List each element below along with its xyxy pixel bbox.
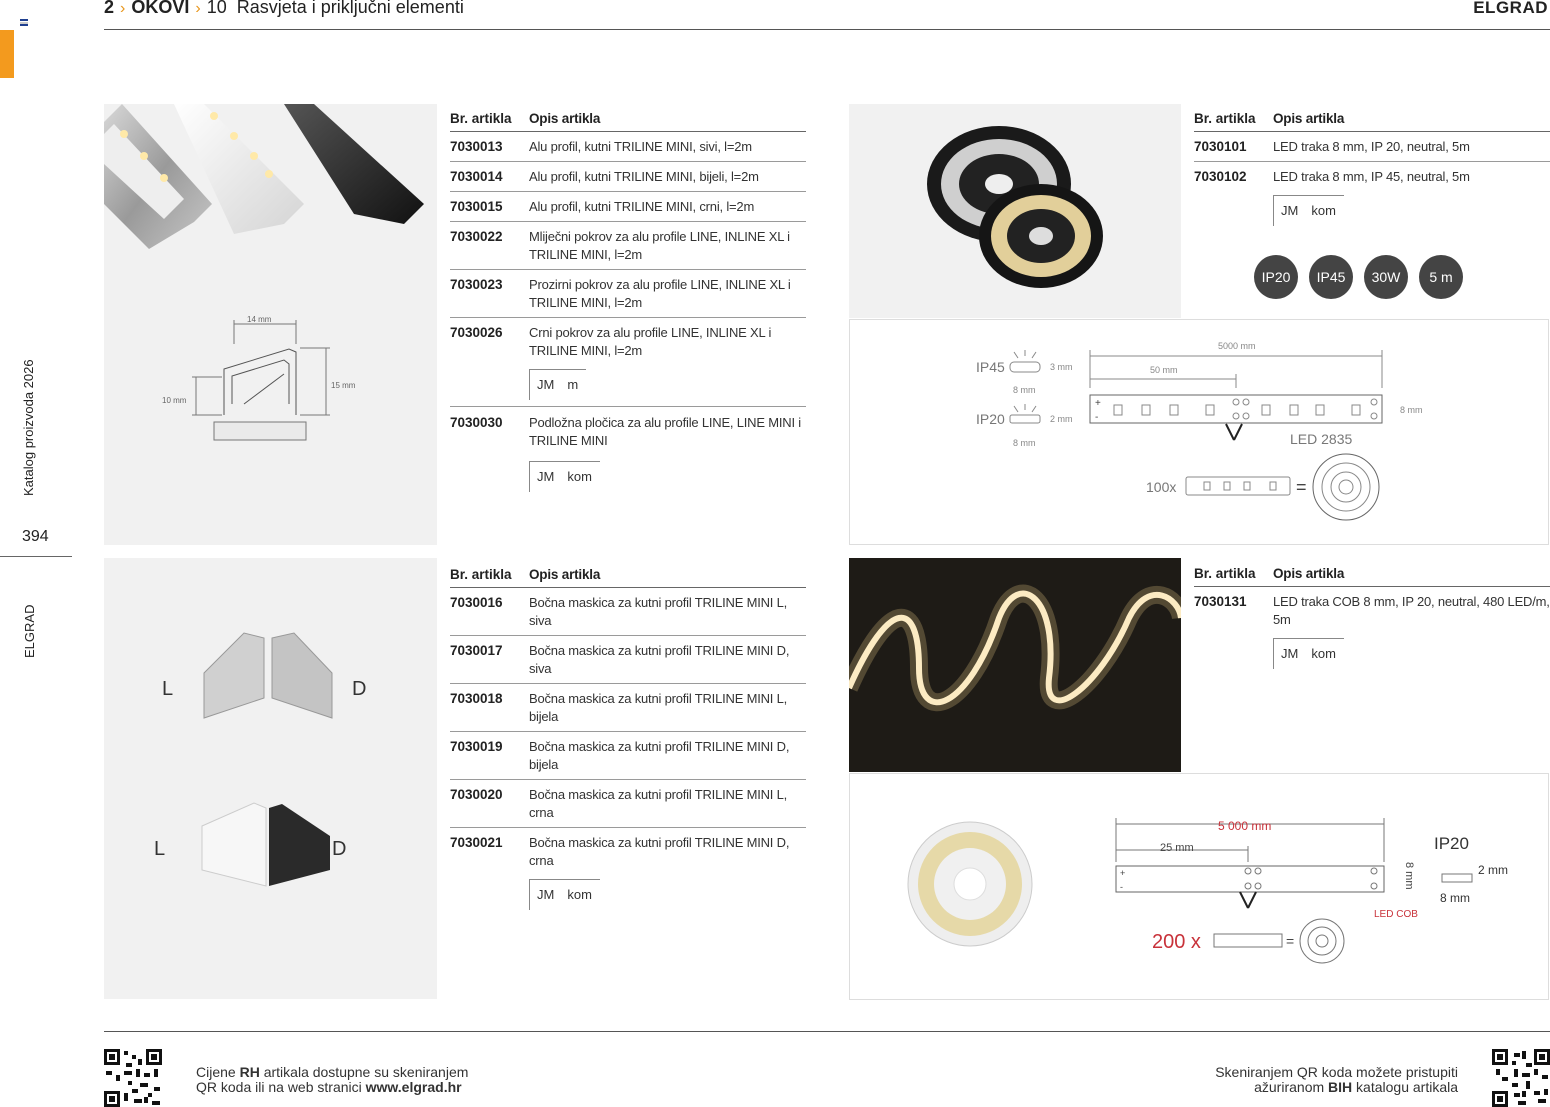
page-number: 394 <box>22 528 49 545</box>
ip-label: IP20 <box>1434 834 1469 853</box>
product-table-end-caps <box>450 560 806 916</box>
page-header <box>104 0 1550 30</box>
breadcrumb-section-num[interactable]: 2 <box>104 0 115 17</box>
col-article-no: Br. artikla <box>450 567 512 582</box>
count-label: 100x <box>1146 479 1177 495</box>
product-image-profiles <box>104 104 437 545</box>
article-desc: Mliječni pokrov za alu profile LINE, INLINE XL i TRILINE MINI, l=2m <box>529 229 790 262</box>
scissors-icon <box>1226 424 1242 440</box>
text: QR koda ili na web stranici <box>196 1079 366 1095</box>
unit-box <box>1273 195 1344 226</box>
table-row[interactable] <box>450 132 806 162</box>
count-label: 200 x <box>1152 931 1201 953</box>
dim-width: 14 mm <box>247 315 272 324</box>
dim-segment: 50 mm <box>1150 365 1178 375</box>
ip45-label: IP45 <box>976 359 1005 375</box>
breadcrumb-subsection[interactable]: Rasvjeta i priključni elementi <box>236 0 464 17</box>
label-right: D <box>352 678 367 700</box>
unit-value: m <box>567 377 579 392</box>
article-code: 7030014 <box>450 169 503 184</box>
badge-ip20: IP20 <box>1254 255 1298 299</box>
col-description: Opis artikla <box>1273 566 1345 581</box>
breadcrumb <box>104 0 464 18</box>
table-row[interactable] <box>450 192 806 222</box>
led-reel-photo <box>849 104 1181 318</box>
divider <box>0 556 72 557</box>
table-row[interactable] <box>450 828 806 875</box>
unit-value: kom <box>1311 646 1336 661</box>
plus-sign: + <box>1120 868 1126 878</box>
article-desc: Alu profil, kutni TRILINE MINI, sivi, l=2m <box>529 139 752 154</box>
dim-8mm-b: 8 mm <box>1013 438 1036 448</box>
article-desc: Bočna maskica za kutni profil TRILINE MINI D, bijela <box>529 739 790 772</box>
article-desc: LED traka COB 8 mm, IP 20, neutral, 480 LED/m, 5m <box>1273 594 1550 627</box>
text: ažuriranom <box>1254 1079 1329 1095</box>
unit-label: JM <box>1281 203 1299 218</box>
table-row[interactable] <box>1194 587 1550 634</box>
breadcrumb-section[interactable]: OKOVI <box>131 0 190 17</box>
cob-strip-technical-drawing <box>850 774 1550 1001</box>
product-table-cob-strip <box>1194 559 1550 675</box>
led-strip-diagram <box>849 319 1549 545</box>
product-image-led-strip <box>849 104 1181 318</box>
table-row[interactable] <box>450 162 806 192</box>
dim-3mm: 3 mm <box>1050 362 1073 372</box>
plus-sign: + <box>1095 398 1101 409</box>
article-code: 7030026 <box>450 325 503 340</box>
unit-box <box>1273 638 1344 669</box>
product-image-cob-strip <box>849 558 1181 772</box>
article-desc: LED traka 8 mm, IP 45, neutral, 5m <box>1273 169 1470 184</box>
col-description: Opis artikla <box>529 567 601 582</box>
article-desc: Alu profil, kutni TRILINE MINI, crni, l=2m <box>529 199 755 214</box>
qr-code-bih[interactable] <box>1492 1049 1550 1107</box>
scissors-icon <box>1240 892 1256 908</box>
chevron-right-icon: › <box>195 0 201 17</box>
dim-width: 8 mm <box>1400 405 1423 415</box>
table-row[interactable] <box>450 636 806 684</box>
article-desc: Bočna maskica za kutni profil TRILINE MINI D, siva <box>529 643 790 676</box>
unit-value: kom <box>567 887 592 902</box>
dim-8mm-a: 8 mm <box>1013 385 1036 395</box>
article-code: 7030013 <box>450 139 503 154</box>
unit-value: kom <box>1311 203 1336 218</box>
label-left: L <box>162 678 174 700</box>
table-row[interactable] <box>450 780 806 828</box>
article-desc: Bočna maskica za kutni profil TRILINE MINI L, bijela <box>529 691 788 724</box>
product-table-led-strip <box>1194 104 1550 232</box>
article-code: 7030018 <box>450 691 503 706</box>
label-left: L <box>154 838 166 860</box>
table-row[interactable] <box>450 588 806 636</box>
badge-length: 5 m <box>1419 255 1463 299</box>
col-article-no: Br. artikla <box>450 111 512 126</box>
table-row[interactable] <box>450 222 806 270</box>
label-right: D <box>332 838 347 860</box>
equals-sign: = <box>1296 477 1307 497</box>
unit-row <box>450 365 806 407</box>
flag-icon <box>20 19 28 26</box>
footer-left-line-2 <box>196 1080 468 1095</box>
text: artikala dostupne su skeniranjem <box>259 1064 469 1080</box>
ip20-label: IP20 <box>976 411 1005 427</box>
footer-right-line-2 <box>1215 1080 1458 1095</box>
unit-value: kom <box>567 469 592 484</box>
col-article-no: Br. artikla <box>1194 566 1256 581</box>
footer-right-text <box>1215 1065 1458 1095</box>
article-code: 7030102 <box>1194 169 1247 184</box>
dim-2mm: 2 mm <box>1478 863 1508 877</box>
table-row[interactable] <box>1194 162 1550 191</box>
footer-right-line-1: Skeniranjem QR koda možete pristupiti <box>1215 1064 1458 1080</box>
minus-sign: - <box>1095 412 1099 423</box>
badge-power: 30W <box>1364 255 1408 299</box>
article-desc: Bočna maskica za kutni profil TRILINE MINI L, crna <box>529 787 788 820</box>
unit-label: JM <box>537 887 555 902</box>
col-description: Opis artikla <box>529 111 601 126</box>
article-code: 7030015 <box>450 199 503 214</box>
chevron-right-icon: › <box>120 0 126 17</box>
article-code: 7030019 <box>450 739 503 754</box>
article-desc: LED traka 8 mm, IP 20, neutral, 5m <box>1273 139 1470 154</box>
dim-total-length: 5 000 mm <box>1218 819 1272 833</box>
table-row[interactable] <box>450 684 806 732</box>
led-type-label: LED COB <box>1374 909 1418 920</box>
led-type-label: LED 2835 <box>1290 431 1353 447</box>
footer-divider <box>104 1031 1550 1032</box>
article-desc: Podložna pločica za alu profile LINE, LINE MINI i TRILINE MINI <box>529 415 801 448</box>
unit-label: JM <box>537 377 555 392</box>
article-desc: Bočna maskica za kutni profil TRILINE MINI D, crna <box>529 835 790 868</box>
table-header <box>1194 559 1550 587</box>
unit-label: JM <box>1281 646 1299 661</box>
dim-width: 8 mm <box>1403 862 1415 890</box>
article-code: 7030022 <box>450 229 503 244</box>
equals-sign: = <box>1286 933 1295 949</box>
article-desc: Prozirni pokrov za alu profile LINE, INLINE XL i TRILINE MINI, l=2m <box>529 277 791 310</box>
article-code: 7030023 <box>450 277 503 292</box>
table-header <box>450 104 806 132</box>
minus-sign: - <box>1120 882 1123 892</box>
article-desc: Bočna maskica za kutni profil TRILINE MINI L, siva <box>529 595 788 628</box>
text: Cijene <box>196 1064 240 1080</box>
col-description: Opis artikla <box>1273 111 1345 126</box>
article-code: 7030131 <box>1194 594 1247 609</box>
dim-height-2: 15 mm <box>331 381 356 390</box>
section-tab-marker <box>0 30 14 78</box>
badge-ip45: IP45 <box>1309 255 1353 299</box>
dim-total-length: 5000 mm <box>1218 341 1256 351</box>
side-brand: ELGRAD <box>22 604 37 658</box>
catalog-title: Katalog proizvoda 2026 <box>21 359 36 496</box>
dim-segment: 25 mm <box>1160 842 1194 854</box>
col-article-no: Br. artikla <box>1194 111 1256 126</box>
table-row[interactable] <box>450 732 806 780</box>
brand-name: ELGRAD <box>1473 0 1548 17</box>
dim-height-1: 10 mm <box>162 396 187 405</box>
product-table-profiles <box>450 104 806 498</box>
breadcrumb-sub-num[interactable]: 10 <box>206 0 227 17</box>
text: katalogu artikala <box>1352 1079 1458 1095</box>
led-strip-technical-drawing <box>850 320 1550 546</box>
article-code: 7030020 <box>450 787 503 802</box>
footer-left-line-1 <box>196 1065 468 1080</box>
text-bold: BIH <box>1328 1079 1353 1095</box>
unit-box <box>529 461 600 492</box>
table-row[interactable] <box>450 270 806 318</box>
table-header <box>450 560 806 588</box>
article-code: 7030030 <box>450 415 503 430</box>
product-image-end-caps <box>104 558 437 999</box>
article-desc: Crni pokrov za alu profile LINE, INLINE XL i TRILINE MINI, l=2m <box>529 325 772 358</box>
unit-box <box>529 369 586 400</box>
unit-box <box>529 879 600 910</box>
article-desc: Alu profil, kutni TRILINE MINI, bijeli, l=2m <box>529 169 759 184</box>
dim-8mm: 8 mm <box>1440 891 1470 905</box>
qr-code-rh[interactable] <box>104 1049 162 1107</box>
profile-photo <box>104 104 437 545</box>
cob-strip-photo <box>849 558 1181 772</box>
table-row[interactable] <box>1194 132 1550 162</box>
article-code: 7030017 <box>450 643 503 658</box>
table-row[interactable] <box>450 318 806 365</box>
article-code: 7030101 <box>1194 139 1247 154</box>
article-code: 7030021 <box>450 835 503 850</box>
text-bold: RH <box>239 1064 260 1080</box>
unit-label: JM <box>537 469 555 484</box>
end-caps-photo <box>104 558 437 999</box>
website-link[interactable]: www.elgrad.hr <box>365 1079 462 1095</box>
table-row[interactable] <box>450 407 806 455</box>
article-code: 7030016 <box>450 595 503 610</box>
cob-strip-diagram <box>849 773 1549 1000</box>
spec-badges <box>1254 255 1463 299</box>
dim-2mm: 2 mm <box>1050 414 1073 424</box>
table-header <box>1194 104 1550 132</box>
footer-left-text <box>196 1065 468 1095</box>
